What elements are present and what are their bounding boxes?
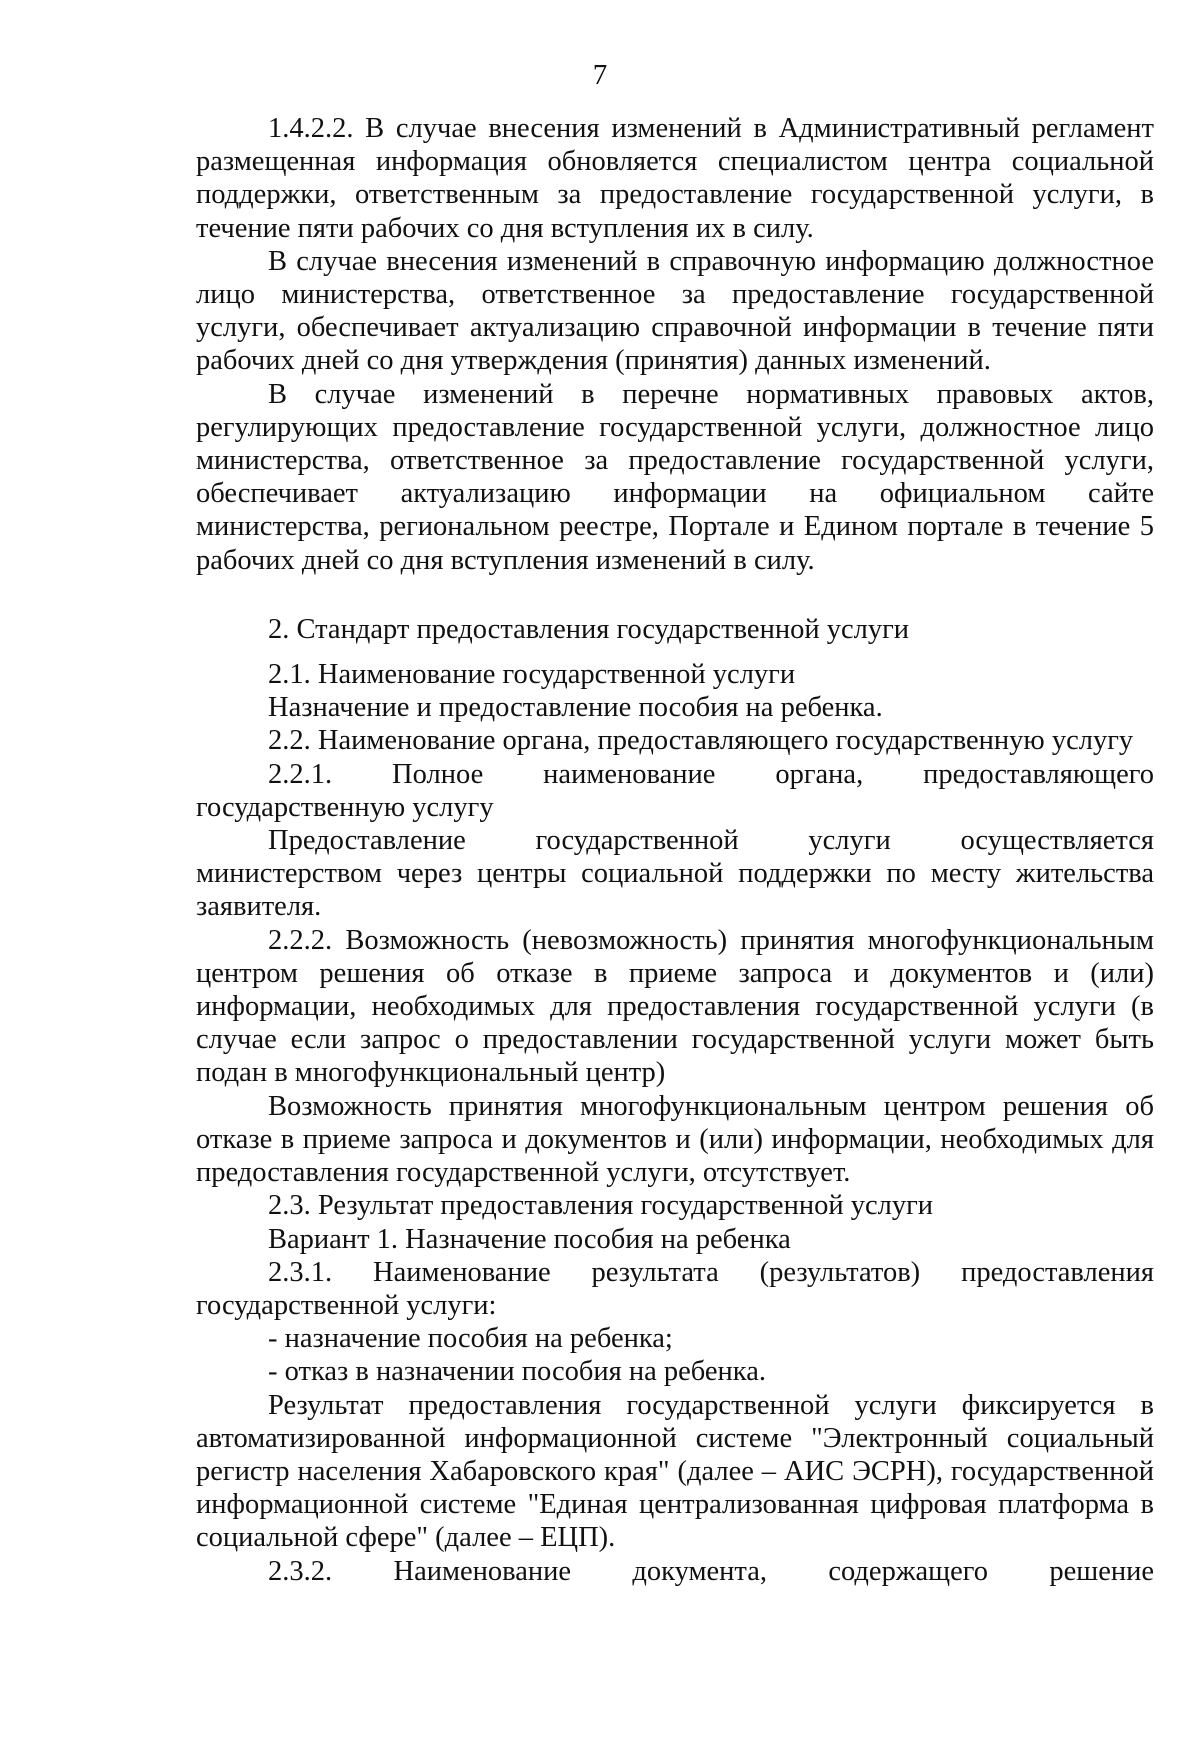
page-number: 7 <box>592 59 608 91</box>
subsection-2-2-2: 2.2.2. Возможность (невозможность) принятия многофункциональным центром решения об отказе в приеме запроса и документов и (или) информации, необходимых для предоставления государственной услуги (в случае если запрос о предоставлении государственной услуги может быть подан в многофункциональный центр) <box>196 924 1154 1089</box>
mfc-refusal-text: Возможность принятия многофункциональным центром решения об отказе в приеме запроса и документов и (или) информации, необходимых для предоставления государственной услуги, отсутствует. <box>196 1090 1154 1189</box>
paragraph-legal-acts-changes: В случае изменений в перечне нормативных правовых актов, регулирующих предоставление государственной услуги, должностное лицо министерства, ответственное за предоставление государственной услуги, обеспечивает актуализацию информации на официальном сайте министерства, региональном реестре, Портале и Едином портале в течение 5 рабочих дней со дня вступления изменений в силу. <box>196 378 1154 576</box>
result-list-item-2: - отказ в назначении пособия на ребенка. <box>268 1356 766 1388</box>
subsection-2-3: 2.3. Результат предоставления государственной услуги <box>268 1190 934 1222</box>
document-body <box>196 112 1154 1588</box>
subsection-2-1: 2.1. Наименование государственной услуги <box>268 659 796 691</box>
subsection-2-3-1: 2.3.1. Наименование результата (результатов) предоставления государственной услуги: <box>196 1256 1154 1321</box>
service-name-text: Назначение и предоставление пособия на ребенка. <box>268 692 883 724</box>
subsection-2-3-2: 2.3.2. Наименование документа, содержащего решение <box>268 1555 1154 1587</box>
paragraph-1-4-2-2: 1.4.2.2. В случае внесения изменений в Административный регламент размещенная информация обновляется специалистом центра социальной поддержки, ответственным за предоставление государственной услуги, в течение пяти рабочих со дня вступления их в силу. <box>196 113 1154 244</box>
subsection-2-2-1: 2.2.1. Полное наименование органа, предоставляющего государственную услугу <box>196 758 1154 823</box>
subsection-2-2: 2.2. Наименование органа, предоставляющего государственную услугу <box>268 725 1134 757</box>
service-provider-text: Предоставление государственной услуги осуществляется министерством через центры социальной поддержки по месту жительства заявителя. <box>196 825 1154 923</box>
result-recording-text: Результат предоставления государственной услуги фиксируется в автоматизированной информационной системе "Электронный социальный регистр населения Хабаровского края" (далее – АИС ЭСРН), государственной информационной системе "Единая централизованная цифровая платформа в социальной сфере" (далее – ЕЦП). <box>196 1389 1154 1554</box>
paragraph-reference-info-changes: В случае внесения изменений в справочную информацию должностное лицо министерства, ответственное за предоставление государственной услуги, обеспечивает актуализацию справочной информации в течение пяти рабочих дней со дня утверждения (принятия) данных изменений. <box>196 245 1154 377</box>
result-list-item-1: - назначение пособия на ребенка; <box>268 1323 673 1355</box>
variant-1-text: Вариант 1. Назначение пособия на ребенка <box>268 1223 791 1255</box>
section-heading-2: 2. Стандарт предоставления государственной услуги <box>268 613 910 645</box>
